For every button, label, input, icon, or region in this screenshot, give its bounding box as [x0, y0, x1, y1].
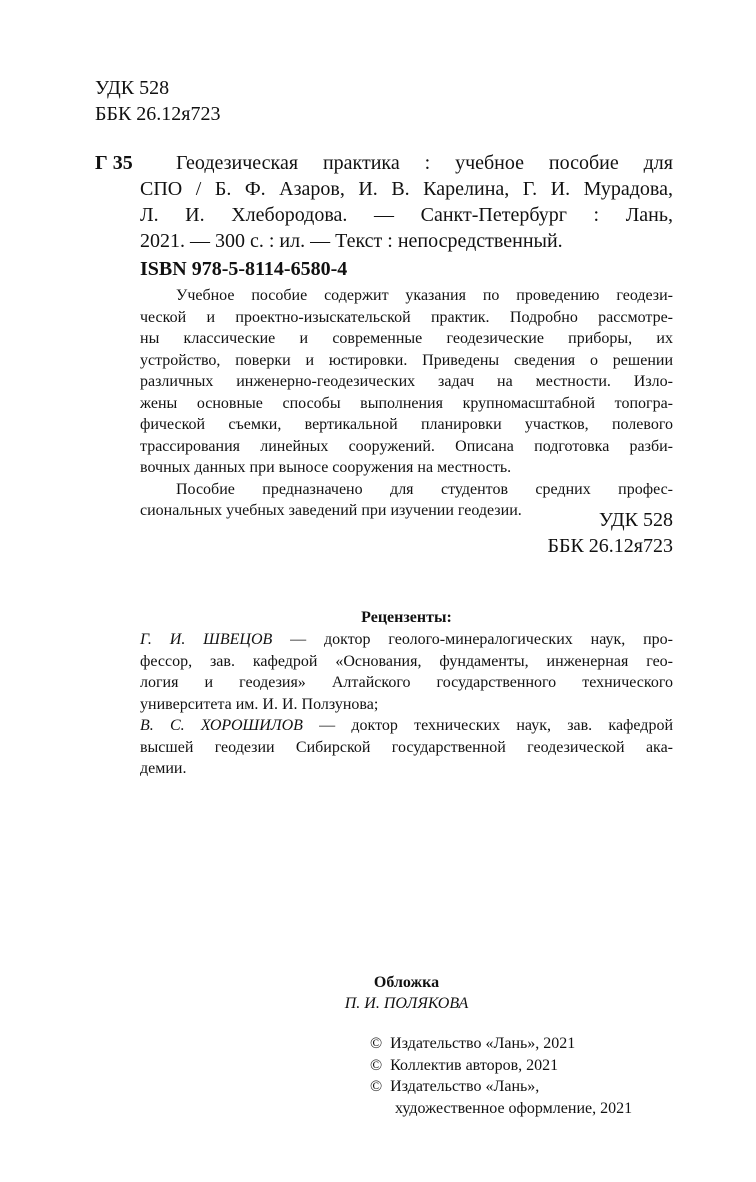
annotation-line: различных инженерно-геодезических задач на местности. Изло-: [140, 373, 673, 390]
reviewer-line: фессор, зав. кафедрой «Основания, фундаменты, инженерная гео-: [140, 652, 673, 670]
annotation-line: фической съемки, вертикальной планировки участков, полевого: [140, 416, 673, 433]
reviewer-line: высшей геодезии Сибирской государственной геодезической ака-: [140, 738, 673, 756]
annotation-line: сиональных учебных заведений при изучении геодезии.: [140, 502, 522, 519]
author-mark: Г 35: [95, 152, 133, 174]
annotation-line: ны классические и современные геодезические приборы, их: [140, 330, 673, 347]
udk-top: УДК 528: [95, 77, 170, 99]
bib-line: Геодезическая практика : учебное пособие для: [176, 152, 673, 174]
reviewer-1-name: Г. И. ШВЕЦОВ: [140, 631, 273, 648]
copyright-symbol: ©: [370, 1035, 383, 1052]
reviewer-line: логия и геодезия» Алтайского государственного технического: [140, 674, 673, 691]
reviewer-line: университета им. И. И. Ползунова;: [140, 695, 379, 713]
reviewer-2-desc: — доктор технических наук, зав. кафедрой: [302, 717, 674, 734]
reviewers-heading: Рецензенты:: [361, 609, 452, 626]
annotation-line: устройство, поверки и юстировки. Приведены сведения о решении: [140, 351, 673, 369]
reviewers-block: [140, 629, 673, 780]
copyright-text: Коллектив авторов, 2021: [390, 1056, 559, 1074]
annotation-line: жены основные способы выполнения крупномасштабной топогра-: [140, 394, 673, 412]
reviewer-1-desc: — доктор геолого-минералогических наук, про-: [272, 631, 673, 648]
copyright-symbol: ©: [370, 1056, 383, 1074]
bbk-top: ББК 26.12я723: [95, 103, 221, 125]
cover-label: Обложка: [373, 974, 440, 991]
copyright-text: Издательство «Лань»,: [390, 1078, 540, 1095]
copyright-line: [370, 1076, 632, 1098]
isbn: ISBN 978-5-8114-6580-4: [140, 258, 348, 280]
cover-designer: П. И. ПОЛЯКОВА: [344, 995, 469, 1012]
copyright-text: Издательство «Лань», 2021: [390, 1035, 576, 1052]
reviewer-2-line: [140, 715, 673, 737]
copyright-line: [370, 1033, 632, 1055]
copyright-symbol: ©: [370, 1078, 383, 1095]
bib-line: 2021. — 300 с. : ил. — Текст : непосредственный.: [140, 230, 563, 252]
annotation-line: ческой и проектно-изыскательской практик. Подробно рассмотре-: [140, 308, 673, 326]
bib-line: Л. И. Хлебородова. — Санкт-Петербург : Лань,: [140, 204, 673, 226]
annotation-line: Учебное пособие содержит указания по проведению геодези-: [176, 287, 673, 304]
copyright-line: [370, 1055, 632, 1077]
reviewer-1-line: [140, 629, 673, 651]
copyright-block: [370, 1033, 632, 1119]
reviewer-2-name: В. С. ХОРОШИЛОВ: [140, 717, 303, 734]
bbk-bottom: ББК 26.12я723: [547, 535, 673, 557]
copyright-line: художественное оформление, 2021: [395, 1099, 633, 1117]
annotation: [140, 285, 673, 522]
annotation-line: вочных данных при выносе сооружения на местность.: [140, 459, 512, 476]
reviewer-line: демии.: [140, 760, 187, 777]
annotation-line: трассирования линейных сооружений. Описана подготовка разби-: [140, 437, 673, 455]
udk-bottom: УДК 528: [598, 509, 673, 531]
bib-line: СПО / Б. Ф. Азаров, И. В. Карелина, Г. И. Мурадова,: [140, 178, 673, 200]
annotation-line: Пособие предназначено для студентов средних профес-: [176, 480, 673, 498]
bibliographic-record: [140, 150, 673, 254]
